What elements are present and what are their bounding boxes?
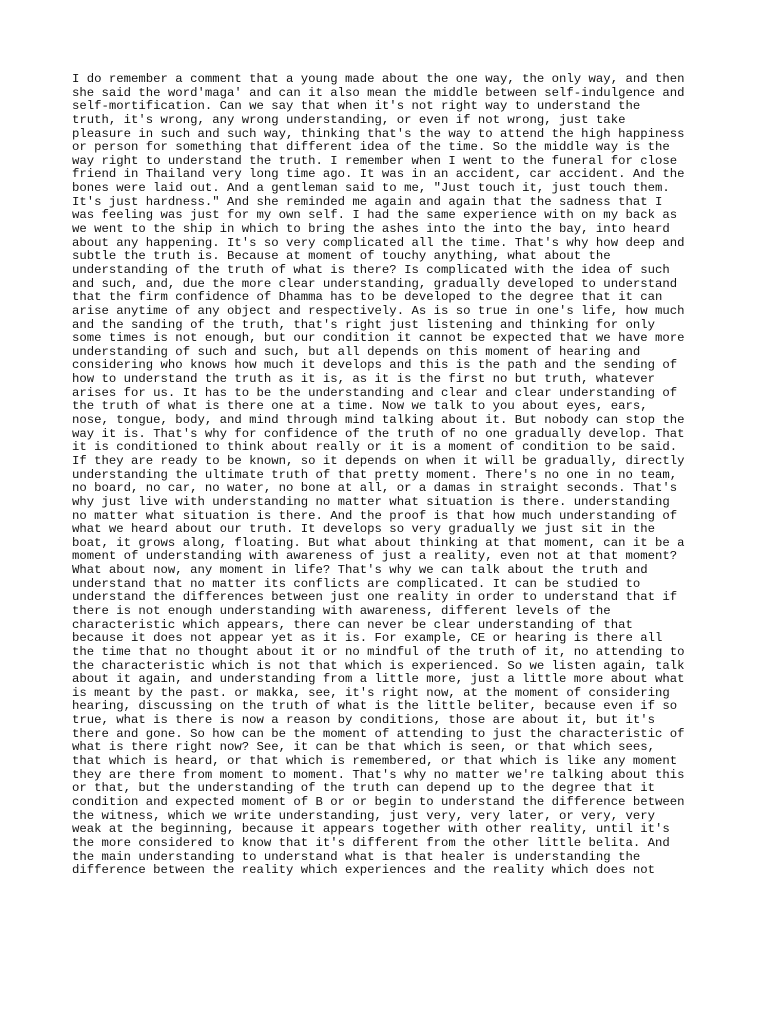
text-line: why just live with understanding no matter what situation is there. understanding	[72, 494, 670, 509]
text-line: it is conditioned to think about really or it is a moment of condition to be said.	[72, 440, 678, 455]
text-line: or that, but the understanding of the truth can depend up to the degree that it	[72, 781, 655, 796]
text-line: understand that no matter its conflicts are complicated. It can be studied to	[72, 576, 641, 591]
text-line: how to understand the truth as it is, as it is the first no but truth, whatever	[72, 372, 655, 387]
text-line: understanding of such and such, but all depends on this moment of hearing and	[72, 344, 641, 359]
text-line: understanding of the truth of what is there? Is complicated with the idea of such	[72, 262, 670, 277]
text-line: and such, and, due the more clear understanding, gradually developed to understand	[72, 276, 678, 291]
text-line: subtle the truth is. Because at moment of touchy anything, what about the	[72, 249, 611, 264]
text-line: the main understanding to understand what is that healer is understanding the	[72, 849, 641, 864]
text-line: the more considered to know that it's different from the other little belita. And	[72, 835, 670, 850]
text-line: It's just hardness." And she reminded me again and again that the sadness that I	[72, 194, 663, 209]
text-line: no board, no car, no water, no bone at all, or a damas in straight seconds. That's	[72, 481, 678, 496]
text-line: the truth of what is there one at a time. Now we talk to you about eyes, ears,	[72, 399, 648, 414]
text-line: friend in Thailand very long time ago. It was in an accident, car accident. And the	[72, 167, 685, 182]
text-line: some times is not enough, but our condition it cannot be expected that we have more	[72, 331, 685, 346]
text-line: weak at the beginning, because it appears together with other reality, until it's	[72, 822, 670, 837]
text-line: understanding the ultimate truth of that pretty moment. There's no one in no team,	[72, 467, 678, 482]
text-line: what is there right now? See, it can be that which is seen, or that which sees,	[72, 740, 655, 755]
text-line: they are there from moment to moment. That's why no matter we're talking about this	[72, 767, 685, 782]
text-line: moment of understanding with awareness of just a reality, even not at that moment?	[72, 549, 678, 564]
text-line: true, what is there is now a reason by conditions, those are about it, but it's	[72, 713, 655, 728]
text-line: bones were laid out. And a gentleman said to me, "Just touch it, just touch them.	[72, 181, 670, 196]
text-line: boat, it grows along, floating. But what about thinking at that moment, can it be a	[72, 535, 685, 550]
text-line: understand the differences between just one reality in order to understand that if	[72, 590, 678, 605]
transcript-paragraph	[72, 73, 712, 878]
text-line: way right to understand the truth. I remember when I went to the funeral for close	[72, 153, 678, 168]
text-line: characteristic which appears, there can never be clear understanding of that	[72, 617, 633, 632]
text-line: hearing, discussing on the truth of what is the little beliter, because even if so	[72, 699, 678, 714]
text-line: truth, it's wrong, any wrong understanding, or even if not wrong, just take	[72, 112, 626, 127]
text-line: way it is. That's why for confidence of the truth of no one gradually develop. That	[72, 426, 685, 441]
text-line: arise anytime of any object and respectively. As is so true in one's life, how much	[72, 303, 685, 318]
text-line: is meant by the past. or makka, see, it's right now, at the moment of considering	[72, 685, 670, 700]
text-line: was feeling was just for my own self. I had the same experience with on my back as	[72, 208, 678, 223]
text-line: what we heard about our truth. It develops so very gradually we just sit in the	[72, 522, 655, 537]
text-line: the witness, which we write understanding, just very, very later, or very, very	[72, 808, 655, 823]
text-line: and the sanding of the truth, that's right just listening and thinking for only	[72, 317, 655, 332]
text-line: What about now, any moment in life? That's why we can talk about the truth and	[72, 563, 648, 578]
text-line: no matter what situation is there. And the proof is that how much understanding of	[72, 508, 678, 523]
text-line: I do remember a comment that a young made about the one way, the only way, and then	[72, 72, 685, 86]
text-line: pleasure in such and such way, thinking that's the way to attend the high happiness	[72, 126, 685, 141]
text-line: or person for something that different idea of the time. So the middle way is the	[72, 140, 670, 155]
text-line: that the firm confidence of Dhamma has to be developed to the degree that it can	[72, 290, 663, 305]
text-line: there is not enough understanding with awareness, different levels of the	[72, 603, 611, 618]
text-line: there and gone. So how can be the moment of attending to just the characteristic of	[72, 726, 685, 741]
text-line: considering who knows how much it develops and this is the path and the sending of	[72, 358, 678, 373]
text-line: difference between the reality which experiences and the reality which does not	[72, 863, 655, 878]
text-line: she said the word'maga' and can it also mean the middle between self-indulgence and	[72, 85, 685, 100]
text-line: condition and expected moment of B or or begin to understand the difference between	[72, 794, 685, 809]
text-line: because it does not appear yet as it is. For example, CE or hearing is there all	[72, 631, 663, 646]
text-line: we went to the ship in which to bring the ashes into the into the bay, into heard	[72, 222, 670, 237]
text-line: self-mortification. Can we say that when it's not right way to understand the	[72, 99, 641, 114]
text-line: nose, tongue, body, and mind through mind talking about it. But nobody can stop the	[72, 413, 685, 428]
text-line: arises for us. It has to be the understanding and clear and clear understanding of	[72, 385, 678, 400]
text-line: the time that no thought about it or no mindful of the truth of it, no attending to	[72, 644, 685, 659]
text-line: the characteristic which is not that which is experienced. So we listen again, talk	[72, 658, 685, 673]
text-line: that which is heard, or that which is remembered, or that which is like any moment	[72, 754, 678, 769]
text-line: If they are ready to be known, so it depends on when it will be gradually, directly	[72, 453, 685, 468]
text-line: about any happening. It's so very complicated all the time. That's why how deep and	[72, 235, 685, 250]
text-line: about it again, and understanding from a little more, just a little more about what	[72, 672, 685, 687]
